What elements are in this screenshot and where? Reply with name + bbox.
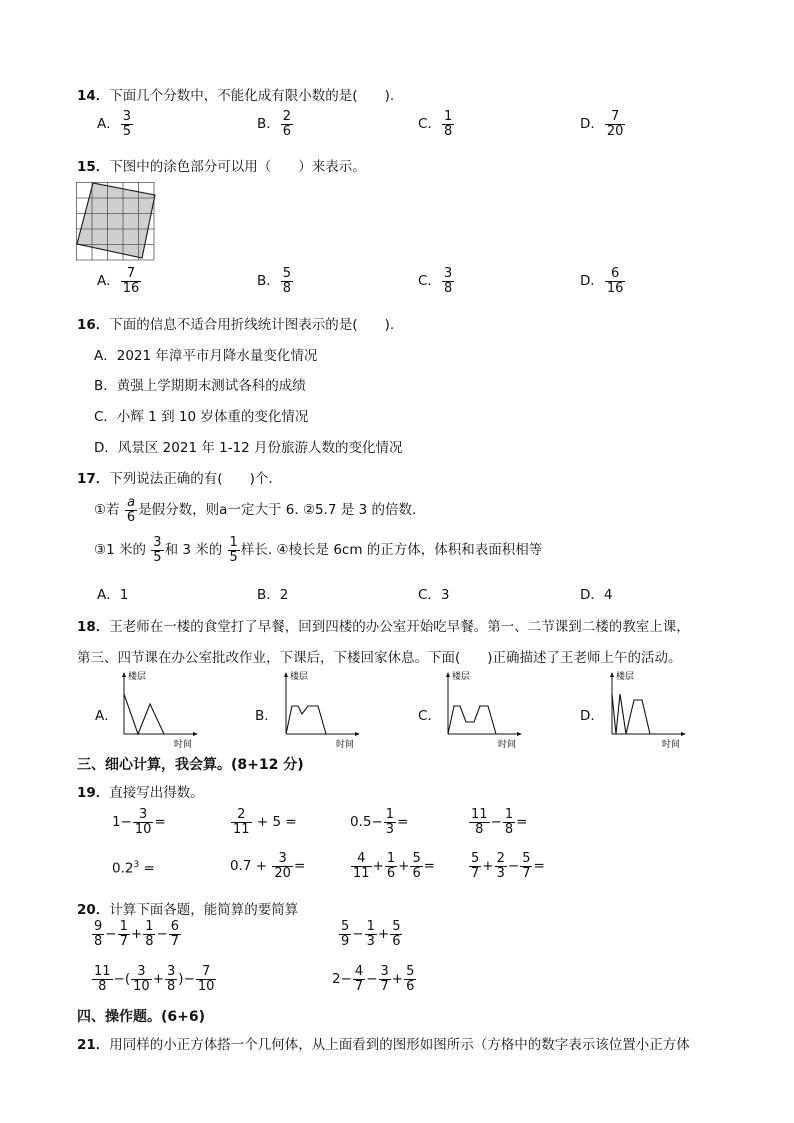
- q17-stem: 17．下列说法正确的有( )个.: [77, 471, 273, 487]
- x-axis-label: 时间: [498, 740, 517, 750]
- q18-graph-d: [606, 670, 688, 752]
- q16-stem: 16．下面的信息不适合用折线统计图表示的是( ).: [77, 317, 395, 333]
- q20-expr-4: 2− $\frac{4}{7}$ − $\frac{3}{7}$ + $\frac{5}{6}$: [332, 964, 415, 994]
- section-3-heading: 三、细心计算，我会算。(8+12 分): [77, 757, 304, 773]
- q18-option-c[interactable]: C．: [418, 708, 441, 724]
- q17-option-c[interactable]: C．3: [418, 587, 450, 603]
- q21-stem: 21．用同样的小正方体搭一个几何体，从上面看到的图形如图所示（方格中的数字表示该位置小正方体: [77, 1037, 690, 1053]
- q18-option-a[interactable]: A．: [95, 708, 118, 724]
- q16-option-a[interactable]: A．2021 年漳平市月降水量变化情况: [94, 348, 318, 364]
- q19-expr-4: $\frac{11}{8}$ − $\frac{1}{8}$ =: [471, 807, 528, 837]
- q15-option-c[interactable]: C． $\frac{3}{8}$: [418, 266, 453, 296]
- q19-expr-5: $0.2^3$ =: [112, 860, 155, 877]
- q16-option-d[interactable]: D．风景区 2021 年 1-12 月份旅游人数的变化情况: [94, 440, 403, 456]
- q19-stem: 19．直接写出得数。: [77, 785, 204, 801]
- q19-expr-7: $\frac{4}{11}$ + $\frac{1}{6}$ + $\frac{5}{6}$ =: [353, 851, 436, 881]
- q19-expr-2: $\frac{2}{11}$ + 5 =: [233, 807, 297, 837]
- statement-1-mark: ①: [94, 502, 107, 519]
- q14-option-b[interactable]: B． $\frac{2}{6}$: [257, 109, 292, 139]
- q17-option-d[interactable]: D．4: [580, 587, 613, 603]
- q17-option-b[interactable]: B．2: [257, 587, 289, 603]
- q17-option-a[interactable]: A．1: [97, 587, 129, 603]
- q16-option-b[interactable]: B．黄强上学期期末测试各科的成绩: [94, 378, 306, 394]
- q17-statement-3-4: ③1 米的 $\frac{3}{5}$ 和 3 米的 $\frac{1}{5}$ 样长. ④棱长是 6cm 的正方体，体积和表面积相等: [94, 535, 543, 565]
- section-4-heading: 四、操作题。(6+6): [77, 1009, 206, 1025]
- q18-stem-line1: 18．王老师在一楼的食堂打了早餐，回到四楼的办公室开始吃早餐。第一、二节课到二楼的教室上课，: [77, 619, 690, 635]
- x-axis-label: 时间: [174, 740, 193, 750]
- q18-graph-a: [118, 670, 200, 752]
- x-axis-label: 时间: [336, 740, 355, 750]
- x-axis-label: 时间: [662, 740, 681, 750]
- q20-expr-3: $\frac{11}{8}$ −( $\frac{3}{10}$ + $\frac{3}{8}$ )− $\frac{7}{10}$: [94, 964, 215, 994]
- q14-stem: 14．下面几个分数中，不能化成有限小数的是( ).: [77, 88, 395, 104]
- q15-option-b[interactable]: B． $\frac{5}{8}$: [257, 266, 292, 296]
- q15-option-d[interactable]: D． $\frac{6}{16}$: [580, 266, 624, 296]
- q20-expr-2: $\frac{5}{9}$ − $\frac{1}{3}$ + $\frac{5}{6}$: [341, 919, 401, 949]
- q15-option-a[interactable]: A． $\frac{7}{16}$: [97, 266, 140, 296]
- q19-expr-6: 0.7 + $\frac{3}{20}$ =: [230, 851, 306, 881]
- q14-option-d[interactable]: D． $\frac{7}{20}$: [580, 109, 624, 139]
- statement-4-mark: ④: [276, 542, 289, 559]
- q19-expr-3: 0.5− $\frac{1}{3}$ =: [350, 807, 409, 837]
- statement-2-mark: ②: [302, 502, 316, 519]
- q18-graph-b: [280, 670, 362, 752]
- q19-expr-1: 1− $\frac{3}{10}$ =: [112, 807, 166, 837]
- y-axis-label: 楼层: [452, 672, 471, 682]
- q14-option-c[interactable]: C． $\frac{1}{8}$: [418, 109, 453, 139]
- q16-option-c[interactable]: C．小辉 1 到 10 岁体重的变化情况: [94, 409, 309, 425]
- q14-option-a[interactable]: A． $\frac{3}{5}$: [97, 109, 132, 139]
- q20-stem: 20．计算下面各题，能简算的要简算: [77, 902, 299, 918]
- q18-graph-c: [442, 670, 524, 752]
- statement-3-mark: ③: [94, 542, 107, 559]
- q18-option-d[interactable]: D．: [580, 708, 604, 724]
- y-axis-label: 楼层: [128, 672, 147, 682]
- q17-statement-1-2: ①若 $\frac{a}{6}$ 是假分数，则a一定大于 6. ②5.7 是 3 的倍数.: [94, 495, 417, 525]
- q18-option-b[interactable]: B．: [255, 708, 278, 724]
- q19-expr-8: $\frac{5}{7}$ + $\frac{2}{3}$ − $\frac{5}{7}$ =: [471, 851, 545, 881]
- q15-stem: 15．下图中的涂色部分可以用（ ）来表示。: [77, 159, 366, 175]
- q18-stem-line2: 第三、四节课在办公室批改作业，下课后，下楼回家休息。下面( )正确描述了王老师上午的活动。: [77, 650, 682, 666]
- q20-expr-1: $\frac{9}{8}$ − $\frac{1}{7}$ + $\frac{1}{8}$ − $\frac{6}{7}$: [94, 919, 180, 949]
- y-axis-label: 楼层: [290, 672, 309, 682]
- y-axis-label: 楼层: [616, 672, 635, 682]
- q15-grid-figure: [76, 182, 156, 262]
